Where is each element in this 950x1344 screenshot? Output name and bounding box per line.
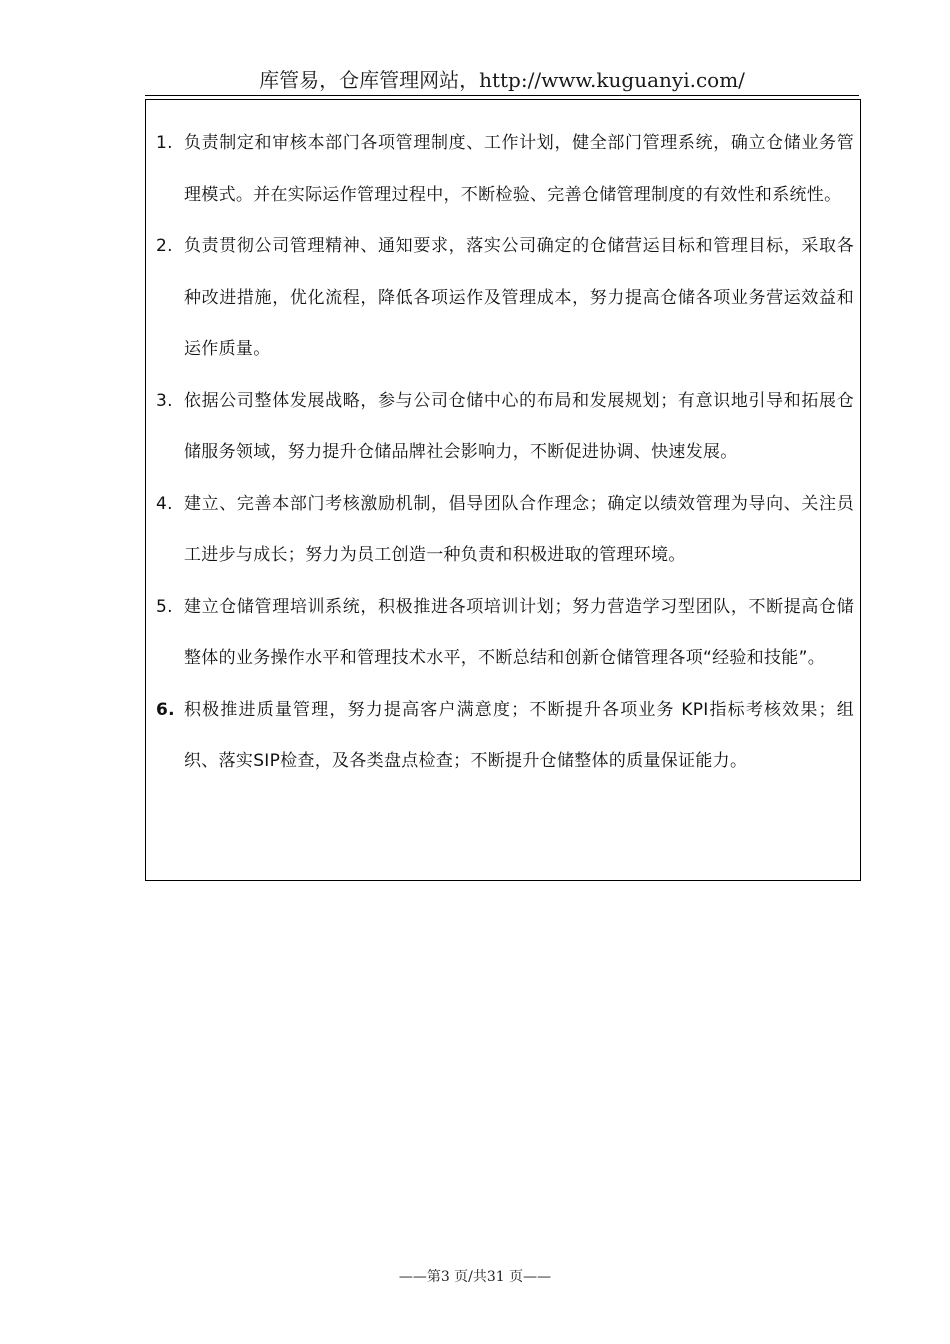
list-item (146, 118, 860, 221)
item-number: 3. (156, 390, 173, 411)
item-text: 依据公司整体发展战略，参与公司仓储中心的布局和发展规划；有意识地引导和拓展仓储服务领域，努力提升仓储品牌社会影响力，不断促进协调、快速发展。 (184, 390, 854, 462)
page-header: 库管易，仓库管理网站，http://www.kuguanyi.com/ (259, 68, 745, 92)
item-text: 负责制定和审核本部门各项管理制度、工作计划，健全部门管理系统，确立仓储业务管理模式。并在实际运作管理过程中，不断检验、完善仓储管理制度的有效性和系统性。 (184, 133, 854, 205)
item-number: 1. (156, 133, 173, 153)
item-text: 建立仓储管理培训系统，积极推进各项培训计划；努力营造学习型团队，不断提高仓储整体的业务操作水平和管理技术水平，不断总结和创新仓储管理各项“经验和技能”。 (184, 596, 854, 668)
page-footer: ——第3 页/共31 页—— (398, 1269, 552, 1285)
duties-box (145, 99, 861, 881)
list-item (146, 479, 860, 582)
duties-list (146, 118, 860, 788)
item-number: 2. (156, 236, 173, 256)
list-item (146, 685, 860, 788)
item-number: 5. (156, 596, 173, 617)
item-text: 建立、完善本部门考核激励机制，倡导团队合作理念；确定以绩效管理为导向、关注员工进步与成长；努力为员工创造一种负责和积极进取的管理环境。 (184, 493, 854, 565)
header-divider (145, 95, 859, 96)
list-item (146, 376, 860, 479)
item-text: 积极推进质量管理，努力提高客户满意度；不断提升各项业务 KPI指标考核效果；组织、落实SIP检查，及各类盘点检查；不断提升仓储整体的质量保证能力。 (184, 699, 854, 771)
item-number: 4. (156, 493, 173, 514)
item-number: 6. (156, 699, 175, 720)
list-item (146, 582, 860, 685)
list-item (146, 221, 860, 376)
item-text: 负责贯彻公司管理精神、通知要求，落实公司确定的仓储营运目标和管理目标，采取各种改进措施，优化流程，降低各项运作及管理成本，努力提高仓储各项业务营运效益和运作质量。 (184, 236, 854, 359)
